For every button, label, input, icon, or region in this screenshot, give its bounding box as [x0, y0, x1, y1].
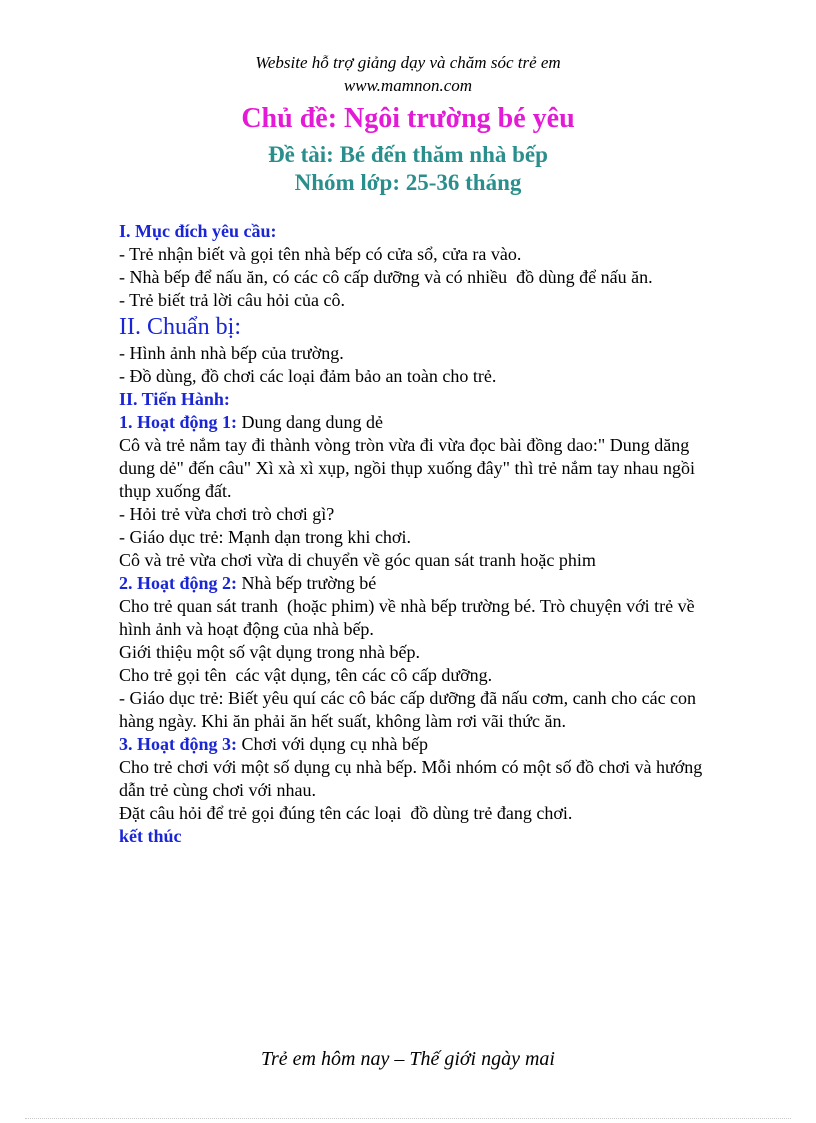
- activity-3-label: 3. Hoạt động 3:: [119, 734, 238, 754]
- objective-item: - Nhà bếp để nấu ăn, có các cô cấp dưỡng và có nhiều đồ dùng để nấu ăn.: [119, 267, 653, 287]
- preparation-item: - Đồ dùng, đồ chơi các loại đảm bảo an toàn cho trẻ.: [119, 366, 497, 386]
- activity-2-text: - Giáo dục trẻ: Biết yêu quí các cô bác cấp dưỡng đã nấu cơm, canh cho các con hàng ngày. Khi ăn phải ăn hết suất, không làm rơi vãi thức ăn.: [119, 688, 701, 731]
- activity-3-text: Cho trẻ chơi với một số dụng cụ nhà bếp. Mỗi nhóm có một số đồ chơi và hướng dẫn trẻ cùng chơi với nhau.: [119, 757, 707, 800]
- section-heading-preparation: II. Chuẩn bị:: [119, 314, 241, 340]
- activity-3-name: Chơi với dụng cụ nhà bếp: [237, 734, 429, 754]
- section-heading-objectives: I. Mục đích yêu cầu:: [119, 221, 277, 241]
- page-divider: [25, 1118, 791, 1119]
- activity-2-text: Cho trẻ quan sát tranh (hoặc phim) về nhà bếp trường bé. Trò chuyện với trẻ về hình ảnh và hoạt động của nhà bếp.: [119, 596, 700, 639]
- activity-2-text: Cho trẻ gọi tên các vật dụng, tên các cô cấp dưỡng.: [119, 665, 493, 685]
- activity-1-heading: [119, 411, 709, 434]
- activity-2-text: Giới thiệu một số vật dụng trong nhà bếp.: [119, 642, 420, 662]
- activity-1-label: 1. Hoạt động 1:: [119, 412, 238, 432]
- topic-title: Chủ đề: Ngôi trường bé yêu: [241, 103, 575, 134]
- objective-item: - Trẻ biết trả lời câu hỏi của cô.: [119, 290, 345, 310]
- activity-1-text: - Giáo dục trẻ: Mạnh dạn trong khi chơi.: [119, 527, 411, 547]
- activity-2-heading: [119, 572, 709, 595]
- subject-title: Đề tài: Bé đến thăm nhà bếp: [268, 142, 548, 167]
- group-title: Nhóm lớp: 25-36 tháng: [294, 170, 522, 195]
- section-heading-procedure: II. Tiến Hành:: [119, 389, 230, 409]
- objective-item: - Trẻ nhận biết và gọi tên nhà bếp có cửa sổ, cửa ra vào.: [119, 244, 522, 264]
- activity-1-name: Dung dang dung dẻ: [237, 412, 383, 432]
- footer-slogan: Trẻ em hôm nay – Thế giới ngày mai: [261, 1048, 555, 1070]
- activity-2-name: Nhà bếp trường bé: [237, 573, 377, 593]
- lesson-content: [119, 220, 709, 848]
- activity-1-text: Cô và trẻ vừa chơi vừa di chuyển về góc quan sát tranh hoặc phim: [119, 550, 596, 570]
- end-marker: kết thúc: [119, 826, 182, 846]
- activity-1-text: - Hỏi trẻ vừa chơi trò chơi gì?: [119, 504, 335, 524]
- activity-3-heading: [119, 733, 709, 756]
- preparation-item: - Hình ảnh nhà bếp của trường.: [119, 343, 344, 363]
- activity-3-text: Đặt câu hỏi để trẻ gọi đúng tên các loại đồ dùng trẻ đang chơi.: [119, 803, 573, 823]
- activity-2-label: 2. Hoạt động 2:: [119, 573, 238, 593]
- website-url: www.mamnon.com: [343, 76, 473, 95]
- website-tagline: Website hỗ trợ giảng dạy và chăm sóc trẻ em: [255, 53, 561, 72]
- activity-1-text: Cô và trẻ nắm tay đi thành vòng tròn vừa đi vừa đọc bài đồng dao:" Dung dăng dung dẻ" đến câu" Xì xà xì xụp, ngồi thụp xuống đây" thì trẻ nắm tay nhau ngồi thụp xuống đất.: [119, 435, 700, 501]
